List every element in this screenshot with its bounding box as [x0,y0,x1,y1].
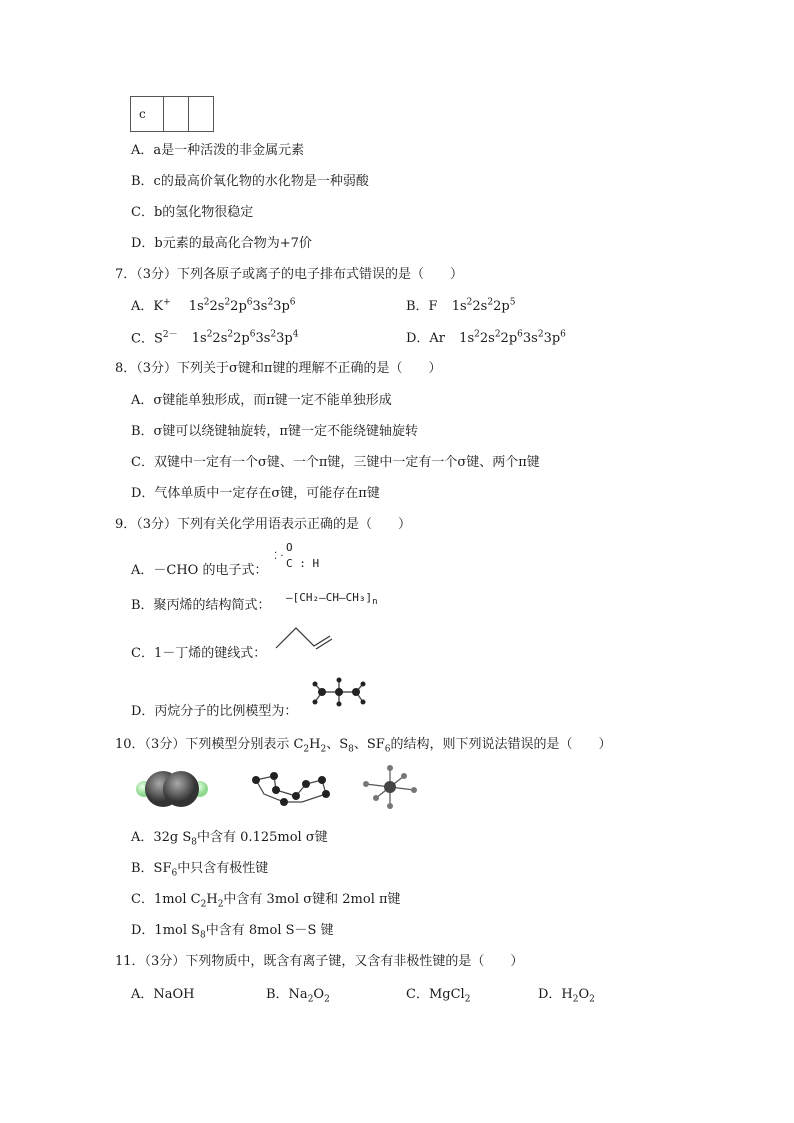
q7-option-a [131,295,296,314]
q9-option-b: B．聚丙烯的结构简式： [131,598,271,613]
q10-stem-pre: 10．（3分）下列模型分别表示 C [115,737,304,752]
q8-option-c: C．双键中一定有一个σ键、一个π键，三键中一定有一个σ键、两个π键 [131,455,540,470]
q7-b-label: B．F [406,299,438,314]
q10-stem-post: 的结构，则下列说法错误的是（ ） [390,737,612,752]
q11-option-c: C．MgCl$_2$ [406,987,471,1005]
q8-option-d: D．气体单质中一定存在σ键，可能存在π键 [131,486,380,501]
q6-option-a: A．a是一种活泼的非金属元素 [131,143,305,158]
q9-stem: 9．（3分）下列有关化学用语表示正确的是（ ） [115,517,412,532]
q10-stem: 10．（3分）下列模型分别表示 $C_2H_2$、$S_8$、$SF_6$的结构，则下列说法错误的是（ ） [115,737,612,755]
butene-skeletal-formula [274,624,334,652]
q7-a-sup: + [163,297,171,308]
table-cell-c: c [131,97,164,132]
q7-option-d [406,327,566,346]
q9-option-d: D．丙烷分子的比例模型为： [131,704,298,719]
q11-option-b: B．$Na_2O_2$ [266,987,330,1005]
q8-option-b: B．σ键可以绕键轴旋转，π键一定不能绕键轴旋转 [131,424,418,439]
q6-option-b: B．c的最高价氧化物的水化物是一种弱酸 [131,174,369,189]
q9-b-formula-text: CH₂—CH—CH₃ [299,591,366,604]
c2h2-model-image [136,768,208,810]
q7-d-config: $1s^22s^22p^63s^23p^6$ [459,329,566,346]
q10-a-pre: A．32g S [131,830,192,845]
q9-option-a: A．－CHO 的电子式： [131,563,268,578]
q11-c-pre: C．MgCl [406,987,465,1002]
q10-a-mid: 中含有 0.125mol σ键 [197,830,328,845]
q10-option-a: A．32g $S_8$中含有 0.125mol σ键 [131,830,328,848]
q11-option-d: D．$H_2O_2$ [538,987,595,1005]
propane-model-image [310,674,368,710]
q7-d-label: D．Ar [406,331,446,346]
q7-stem: 7．（3分）下列各原子或离子的电子排布式错误的是（ ） [115,267,464,282]
table-cell-empty [164,97,189,132]
q7-c-sup: 2－ [162,330,178,340]
q11-stem: 11．（3分）下列物质中，既含有离子键，又含有非极性键的是（ ） [115,954,524,969]
q10-option-d: D．1mol $S_8$中含有 8mol S－S 键 [131,923,334,941]
q7-a-config: $1s^22s^22p^63s^23p^6$ [188,297,296,314]
q6-option-d: D．b元素的最高化合物为+7价 [131,236,312,251]
s8-model-image [244,768,334,808]
sf6-model-image [360,764,420,810]
q10-option-c: C．1mol $C_2H_2$中含有 3mol σ键和 2mol π键 [131,892,401,910]
q10-c-pre: C．1mol C [131,892,201,907]
q9-a-dots: ⁚ · [274,551,284,562]
q10-d-post: 中含有 8mol S－S 键 [205,923,334,938]
q7-option-b [406,295,515,314]
q10-d-pre: D．1mol S [131,923,201,938]
q8-option-a: A．σ键能单独形成，而π键一定不能单独形成 [131,393,392,408]
q10-b-pre: B．SF [131,861,172,876]
q10-option-b: B．$SF_6$中只含有极性键 [131,861,269,879]
q9-option-c: C．1－丁烯的键线式： [131,646,267,661]
q7-c-config: $1s^22s^22p^63s^23p^4$ [191,330,299,347]
q7-c-label: C．S [131,331,163,347]
q7-b-config: $1s^22s^22p^5$ [451,297,516,314]
q7-a-label: A．K [131,299,164,314]
q7-option-c [131,327,298,346]
q9-a-formula-ch: C : H [286,557,320,570]
table-cell-empty [189,97,214,132]
q8-stem: 8．（3分）下列关于σ键和π键的理解不正确的是（ ） [115,361,442,376]
q9-b-formula: $—[CH_2—CH—CH_3]_n$ [286,591,378,608]
q6-option-c: C．b的氢化物很稳定 [131,205,254,220]
q11-b-pre: B．Na [266,987,308,1002]
q11-option-a: A．NaOH [131,987,195,1002]
q11-d-pre: D．H [538,987,573,1002]
q9-a-formula-o: O [286,541,293,554]
q10-b-post: 中只含有极性键 [177,861,269,876]
q10-c-post: 中含有 3mol σ键和 2mol π键 [223,892,401,907]
periodic-table-fragment [130,96,214,132]
q9-b-sub: n [372,597,378,608]
